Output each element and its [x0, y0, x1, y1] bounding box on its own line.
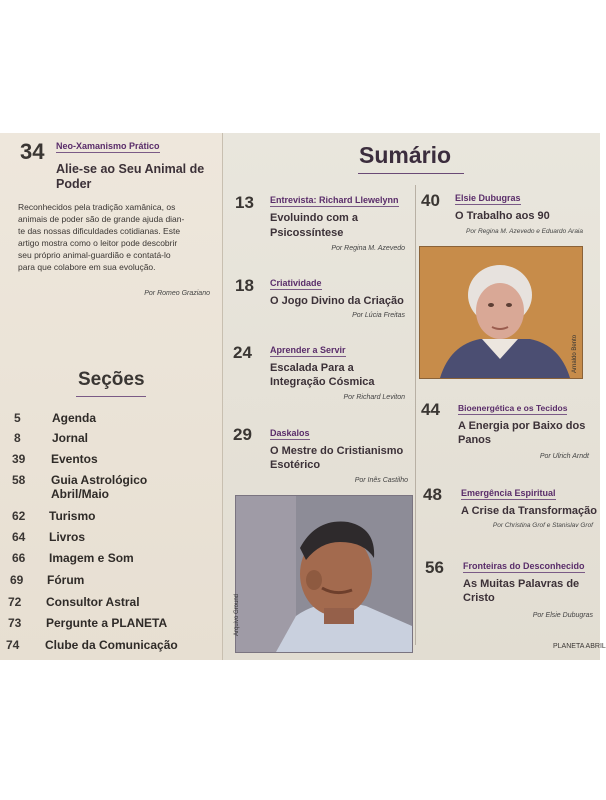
left-panel — [0, 133, 223, 660]
article-page-number: 29 — [233, 425, 252, 444]
sections-heading: Seções — [78, 369, 145, 390]
article-kicker: Criatividade — [270, 278, 322, 288]
photo-credit: Arquivo Ground — [234, 593, 240, 636]
feature-body-line: Reconhecidos pela tradição xamânica, os — [18, 202, 176, 212]
section-label: Consultor Astral — [46, 595, 140, 609]
feature-body-line: para que colabore em sua evolução. — [18, 262, 156, 272]
man-portrait-icon — [236, 496, 412, 652]
section-label: Eventos — [51, 452, 98, 466]
column-divider — [415, 185, 416, 645]
article-byline: Por Christina Grof e Stanislav Grof — [492, 522, 593, 529]
article-title-line1: O Jogo Divino da Criação — [270, 295, 404, 307]
article-title-line1: A Energia por Baixo dos — [458, 420, 586, 432]
feature-byline: Por Romeo Graziano — [144, 290, 210, 297]
article-kicker: Fronteiras do Desconhecido — [463, 561, 585, 571]
article-title-line2: Psicossíntese — [270, 227, 344, 239]
section-number: 8 — [14, 431, 21, 445]
article-byline: Por Richard Leviton — [343, 394, 405, 401]
article-title-line1: Escalada Para a — [270, 362, 354, 374]
article-title-line2: Integração Cósmica — [270, 376, 375, 388]
section-label: Turismo — [49, 509, 96, 523]
section-number: 58 — [12, 473, 26, 487]
article-kicker: Elsie Dubugras — [455, 193, 521, 203]
article-page-number: 56 — [425, 558, 444, 577]
article-title-line1: A Crise da Transformação — [461, 505, 597, 517]
article-byline: Por Regina M. Azevedo — [331, 245, 405, 252]
article-title-line2: Cristo — [463, 592, 495, 604]
article-kicker: Bioenergética e os Tecidos — [458, 403, 568, 413]
sections-list — [0, 133, 222, 660]
article-title-line2: Panos — [458, 434, 492, 446]
article-page-number: 13 — [235, 193, 254, 212]
article-title-line1: O Trabalho aos 90 — [455, 210, 550, 222]
section-number: 72 — [8, 595, 22, 609]
photo-credit: Arnaldo Bento — [572, 334, 578, 373]
right-panel — [223, 133, 606, 660]
summary-heading: Sumário — [359, 142, 452, 168]
article-byline: Por Inês Castilho — [354, 477, 408, 484]
article-page-number: 24 — [233, 343, 252, 362]
section-label: Livros — [49, 530, 86, 544]
section-label: Pergunte a PLANETA — [46, 616, 168, 630]
feature-body-line: te das nossas dificuldades cotidianas. Este — [18, 226, 181, 236]
feature-page-number: 34 — [20, 139, 45, 164]
summary-rule — [358, 173, 464, 174]
section-label: Guia Astrológico — [51, 473, 148, 487]
section-number: 66 — [12, 551, 26, 565]
section-label: Clube da Comunicação — [45, 638, 178, 652]
elsie-photo — [419, 246, 583, 379]
woman-portrait-icon — [420, 247, 582, 378]
article-page-number: 18 — [235, 276, 254, 295]
article-byline: Por Regina M. Azevedo e Eduardo Araia — [466, 228, 583, 235]
article-kicker: Aprender a Servir — [270, 345, 346, 355]
article-title-line2: Esotérico — [270, 459, 321, 471]
feature-kicker: Neo-Xamanismo Prático — [56, 141, 160, 151]
footer-folio: PLANETA ABRIL — [553, 643, 606, 650]
section-number: 69 — [10, 573, 24, 587]
article-kicker: Entrevista: Richard Llewelynn — [270, 195, 399, 205]
daskalos-photo — [235, 495, 413, 653]
section-label: Imagem e Som — [49, 551, 134, 565]
section-number: 62 — [12, 509, 26, 523]
article-page-number: 48 — [423, 485, 442, 504]
feature-body-line: animais de poder são de grande ajuda dian- — [18, 214, 185, 224]
article-title-line1: O Mestre do Cristianismo — [270, 445, 404, 457]
article-kicker: Emergência Espiritual — [461, 488, 556, 498]
section-label-line2: Abril/Maio — [51, 487, 110, 501]
article-title-line1: As Muitas Palavras de — [463, 578, 580, 590]
section-label: Fórum — [47, 573, 85, 587]
article-title-line1: Evoluindo com a — [270, 212, 359, 224]
feature-title-line2: Poder — [56, 177, 92, 191]
section-number: 73 — [8, 616, 22, 630]
section-label: Jornal — [52, 431, 89, 445]
section-label: Agenda — [52, 411, 97, 425]
article-byline: Por Elsie Dubugras — [532, 612, 593, 619]
section-number: 39 — [12, 452, 26, 466]
article-kicker: Daskalos — [270, 428, 310, 438]
section-number: 74 — [6, 638, 20, 652]
article-page-number: 44 — [421, 400, 440, 419]
article-byline: Por Ulrich Arndt — [539, 453, 589, 460]
article-page-number: 40 — [421, 191, 440, 210]
feature-body-line: seu próprio animal-guardião e contatá-lo — [18, 250, 171, 260]
feature-body-line: artigo mostra como o leitor pode descobrir — [18, 238, 178, 248]
magazine-page — [0, 133, 606, 660]
feature-title-line1: Alie-se ao Seu Animal de — [56, 162, 205, 176]
section-number: 5 — [14, 411, 21, 425]
article-byline: Por Lúcia Freitas — [352, 312, 405, 319]
section-number: 64 — [12, 530, 26, 544]
